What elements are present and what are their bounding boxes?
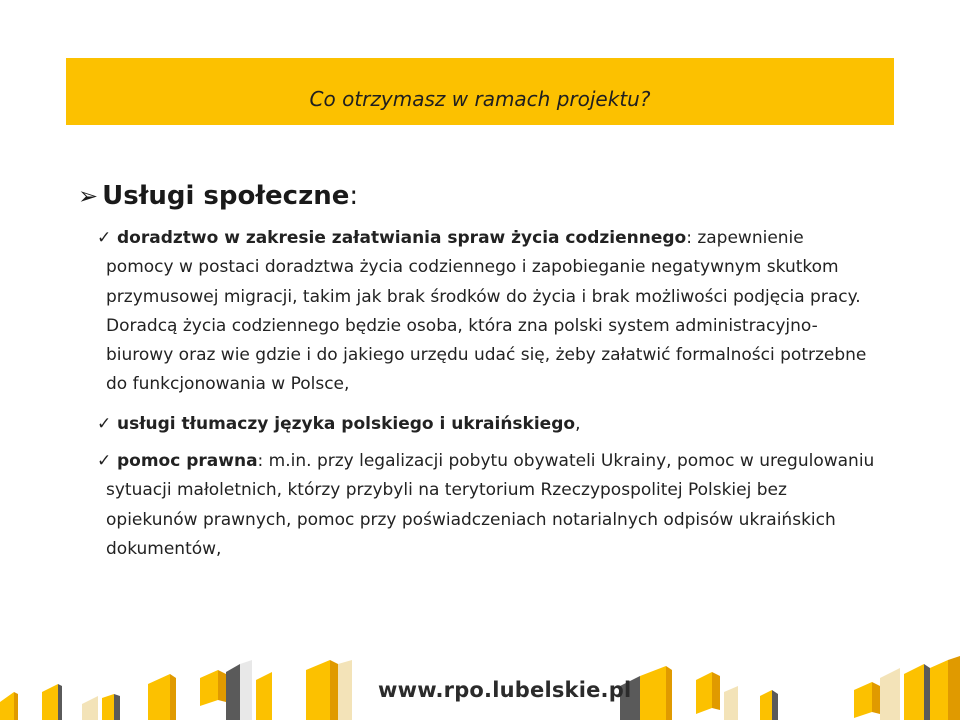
item-title: usługi tłumaczy języka polskiego i ukraińskiego: [117, 414, 576, 434]
section-heading-colon: :: [349, 181, 359, 211]
checkmark-icon: ✓: [97, 451, 112, 471]
title-banner: [66, 58, 894, 125]
section-heading: [78, 177, 358, 215]
slide-title: Co otrzymasz w ramach projektu?: [309, 87, 651, 111]
list-item: [97, 447, 876, 564]
item-title: pomoc prawna: [117, 451, 258, 471]
footer-url: www.rpo.lubelskie.pl: [378, 678, 632, 702]
item-text: : m.in. przy legalizacji pobytu obywateli Ukrainy, pomoc w uregulowaniu sytuacji małoletnich, którzy przybyli na terytorium Rzeczypospolitej Polskiej bez opiekunów prawnych, pomoc przy poświadczeniach notarialnych odpisów ukraińskich dokumentów,: [106, 451, 875, 559]
checkmark-icon: ✓: [97, 414, 112, 434]
list-item: [97, 224, 876, 400]
checkmark-icon: ✓: [97, 228, 112, 248]
item-text: : zapewnienie pomocy w postaci doradztwa życia codziennego i zapobieganie negatywnym skutkom przymusowej migracji, takim jak brak środków do życia i brak możliwości podjęcia pracy. Doradcą życia codziennego będzie osoba, która zna polski system administracyjno-biurowy oraz wie gdzie i do jakiego urzędu udać się, żeby załatwić formalności potrzebne do funkcjonowania w Polsce,: [106, 228, 867, 395]
section-heading-label: Usługi społeczne: [102, 181, 350, 211]
item-title: doradztwo w zakresie załatwiania spraw życia codziennego: [117, 228, 687, 248]
item-text: ,: [575, 414, 581, 434]
list-item: [97, 410, 876, 439]
arrow-bullet-icon: ➢: [78, 182, 99, 210]
